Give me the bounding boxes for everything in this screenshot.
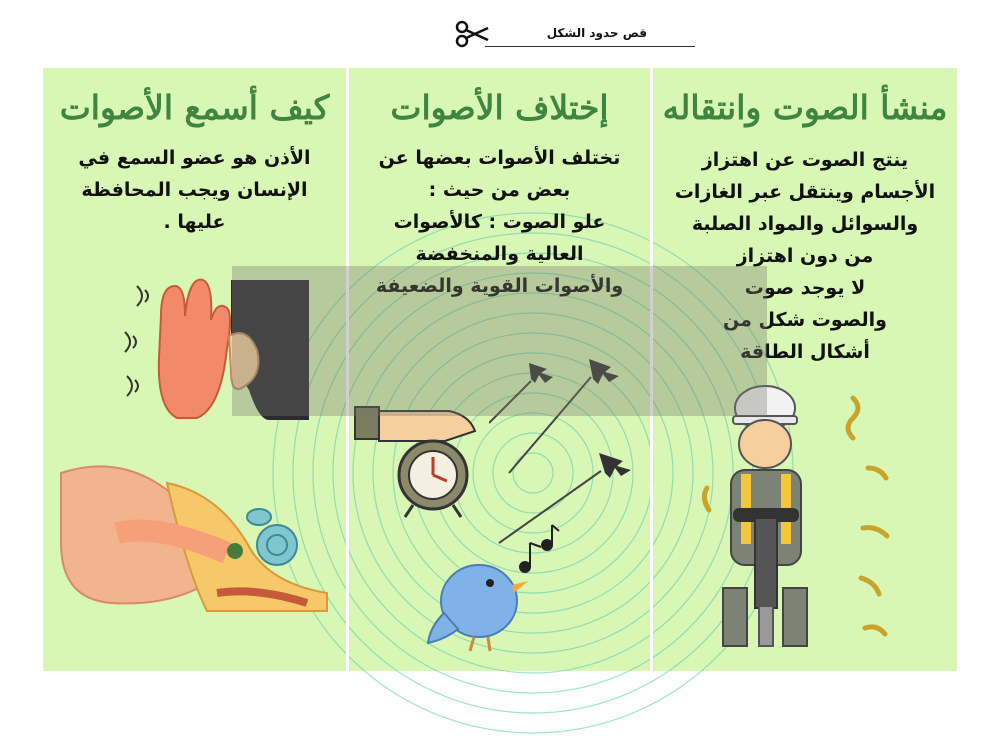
watermark-band — [232, 266, 767, 416]
music-note-icon — [517, 523, 561, 577]
text-line: ينتج الصوت عن اهتزاز — [701, 149, 909, 171]
poster-board — [43, 68, 957, 671]
cut-line — [485, 46, 695, 47]
ear-anatomy-icon — [57, 463, 332, 613]
panel-body — [53, 142, 336, 238]
text-line: الأجسام وينتقل عبر الغازات — [674, 181, 936, 203]
text-line: تختلف الأصوات بعضها عن — [378, 147, 621, 169]
text-line: الإنسان ويجب المحافظة — [81, 179, 308, 201]
text-line: من دون اهتزاز — [736, 245, 874, 267]
cut-guide — [455, 18, 695, 48]
text-line: العالية والمنخفضة — [415, 243, 584, 265]
text-line: لا يوجد صوت — [744, 277, 866, 299]
panel-title: كيف أسمع الأصوات — [59, 88, 330, 127]
text-line: الأذن هو عضو السمع في — [78, 147, 311, 169]
cut-label: قص حدود الشكل — [546, 26, 647, 40]
text-line: علو الصوت : كالأصوات — [393, 211, 606, 233]
text-line: والأصوات القوية والضعيفة — [375, 275, 624, 297]
panel-title: إختلاف الأصوات — [390, 88, 609, 127]
alarm-clock-icon — [353, 403, 493, 523]
text-line: والصوت شكل من — [723, 309, 887, 331]
worker-drill-icon — [693, 378, 933, 668]
text-line: عليها . — [163, 211, 226, 233]
scissors-icon — [455, 20, 489, 48]
text-line: بعض من حيث : — [428, 179, 571, 201]
text-line: أشكال الطاقة — [740, 341, 870, 363]
panel-title: منشأ الصوت وانتقاله — [662, 88, 948, 127]
text-line: والسوائل والمواد الصلبة — [691, 213, 919, 235]
